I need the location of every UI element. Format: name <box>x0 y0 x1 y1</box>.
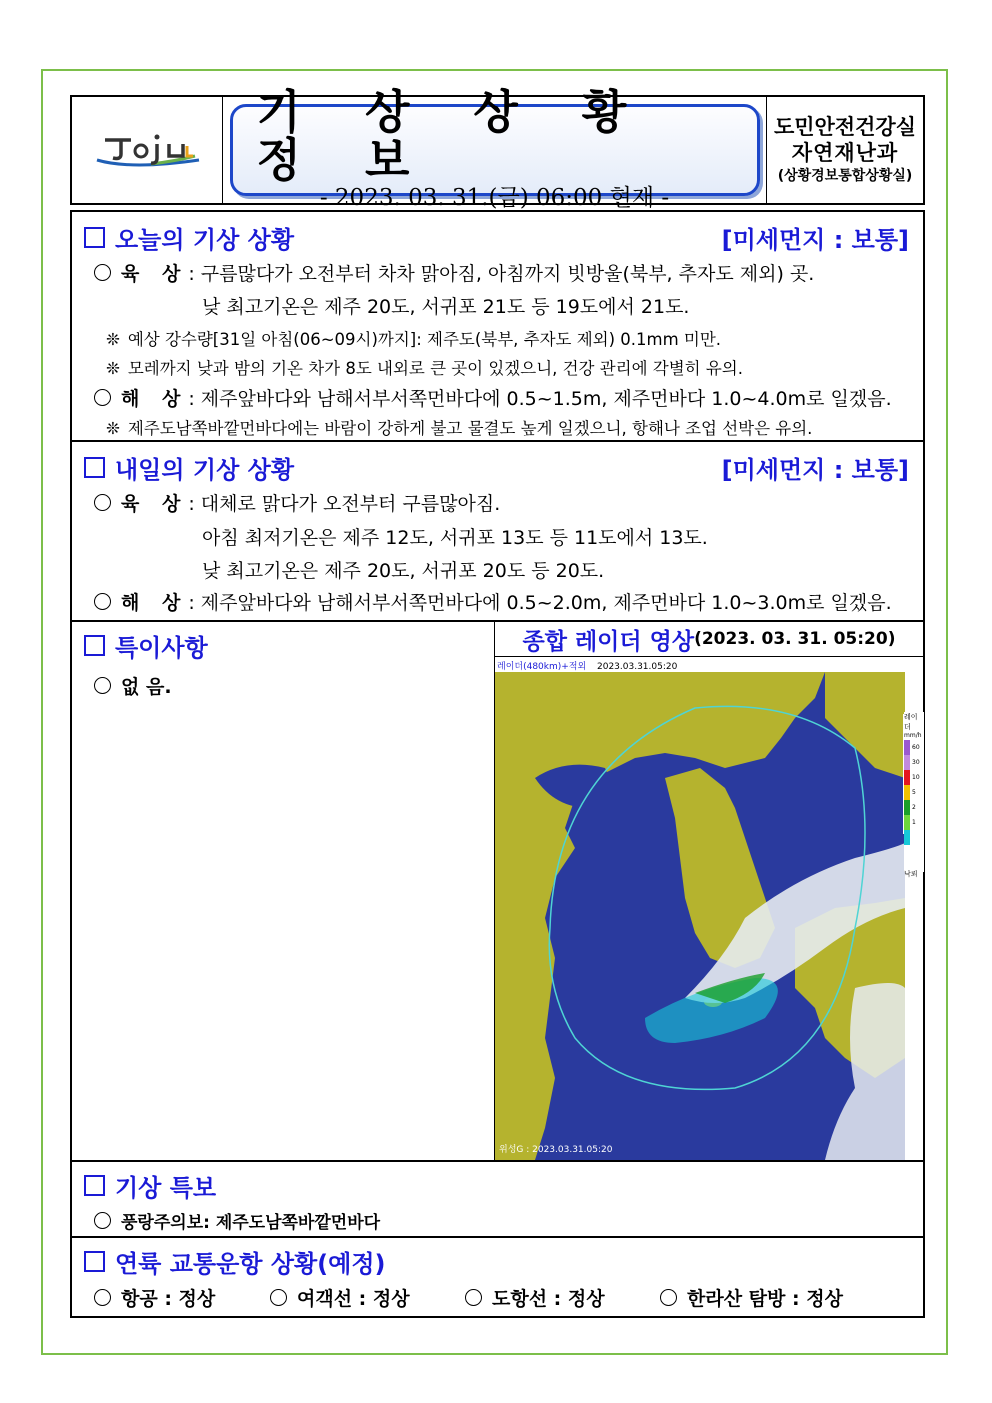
department <box>766 97 923 203</box>
circle-bullet-icon <box>94 389 111 406</box>
radar-header <box>495 622 923 657</box>
radar-title: 종합 레이더 영상 <box>522 628 695 655</box>
circle-bullet-icon <box>270 1289 287 1306</box>
checkbox-icon <box>84 635 105 656</box>
legend-item <box>904 815 924 830</box>
today-sea-text: : 제주앞바다와 남해서부서쪽먼바다에 0.5~1.5m, 제주먼바다 1.0~4.0m로 일겠음. <box>188 388 892 410</box>
dept-division: 자연재난과 <box>791 141 899 165</box>
title-box <box>230 85 760 211</box>
legend-item <box>904 830 924 845</box>
circle-bullet-icon <box>94 264 111 281</box>
circle-bullet-icon <box>660 1289 677 1306</box>
today-dust: [미세먼지 : 보통] <box>721 226 909 254</box>
legend-swatch <box>904 800 910 815</box>
tomorrow-land-text: : 대체로 맑다가 오전부터 구름많아짐. <box>188 493 501 515</box>
satellite-label: 위성G : 2023.03.31.05:20 <box>499 1145 613 1155</box>
tomorrow-dust: [미세먼지 : 보통] <box>721 456 909 484</box>
checkbox-icon <box>84 1175 105 1196</box>
note-mark-icon: ❊ <box>106 330 120 349</box>
transport-status-row <box>94 1284 843 1311</box>
dept-room: (상황경보통합상황실) <box>777 168 913 184</box>
circle-bullet-icon <box>94 1212 111 1229</box>
transport-heading <box>84 1244 386 1279</box>
tomorrow-land-line3: 낮 최고기온은 제주 20도, 서귀포 20도 등 20도. <box>202 560 605 582</box>
circle-bullet-icon <box>94 677 111 694</box>
radar-img-label: 레이더(480km)+적외 <box>497 662 587 672</box>
legend-lightning: 낙뢰 <box>904 870 918 878</box>
radar-legend-strip <box>904 712 924 878</box>
tomorrow-land-line2: 아침 최저기온은 제주 12도, 서귀포 13도 등 11도에서 13도. <box>202 527 708 549</box>
legend-items <box>904 740 924 845</box>
legend-value: 60 <box>912 744 920 751</box>
transport-item-islandferry: 도항선 : 정상 <box>492 1288 605 1310</box>
tomorrow-land-label: 육 상 <box>121 493 189 515</box>
legend-value: 10 <box>912 774 920 781</box>
legend-value: 5 <box>912 789 916 796</box>
circle-bullet-icon <box>94 593 111 610</box>
radar-image <box>495 658 905 1160</box>
jeju-logo-icon <box>91 130 203 170</box>
tomorrow-sea-text: : 제주앞바다와 남해서부서쪽먼바다에 0.5~2.0m, 제주먼바다 1.0~3.0m로 일겠음. <box>188 592 892 614</box>
today-note-temp <box>106 355 743 379</box>
circle-bullet-icon <box>465 1289 482 1306</box>
legend-item <box>904 755 924 770</box>
legend-swatch <box>904 785 910 800</box>
legend-item <box>904 740 924 755</box>
radar-img-time: 2023.03.31.05:20 <box>597 662 678 672</box>
today-note-temp-text: 모레까지 낮과 밤의 기온 차가 8도 내외로 큰 곳이 있겠으니, 건강 관리에 각별히 유의. <box>127 359 743 378</box>
legend-title: 레이더 <box>904 713 918 731</box>
transport-item-hallasan: 한라산 탐방 : 정상 <box>687 1288 843 1310</box>
today-land-line2: 낮 최고기온은 제주 20도, 서귀포 21도 등 19도에서 21도. <box>202 296 690 318</box>
circle-bullet-icon <box>94 1289 111 1306</box>
tomorrow-section <box>70 442 925 622</box>
legend-value: 2 <box>912 804 916 811</box>
radar-time: (2023. 03. 31. 05:20) <box>694 629 896 649</box>
special-heading-text: 특이사항 <box>115 634 208 662</box>
today-note-rain-text: 예상 강수량[31일 아침(06~09시)까지]: 제주도(북부, 추자도 제외) 0.1mm 미만. <box>127 330 722 349</box>
report-datetime: - 2023. 03. 31.(금) 06:00 현재 - <box>319 185 670 211</box>
tomorrow-sea-label: 해 상 <box>121 592 189 614</box>
today-note-sea-text: 제주도남쪽바깥먼바다에는 바람이 강하게 불고 물결도 높게 일겠으니, 항해나 조업 선박은 유의. <box>127 419 813 438</box>
checkbox-icon <box>84 1251 105 1272</box>
transport-item <box>270 1284 465 1311</box>
legend-swatch <box>904 755 910 770</box>
today-sea-line <box>94 384 892 411</box>
tomorrow-heading-text: 내일의 기상 상황 <box>115 456 294 484</box>
transport-heading-text: 연륙 교통운항 상황(예정) <box>115 1250 386 1278</box>
title-area <box>223 85 766 211</box>
today-note-sea <box>106 415 812 439</box>
today-sea-label: 해 상 <box>121 388 189 410</box>
transport-section <box>70 1238 925 1318</box>
checkbox-icon <box>84 457 105 478</box>
legend-unit: mm/h <box>904 732 922 739</box>
note-mark-icon: ❊ <box>106 419 120 438</box>
warning-heading-text: 기상 특보 <box>115 1174 217 1202</box>
jeju-logo <box>72 97 223 203</box>
legend-value: 30 <box>912 759 920 766</box>
today-land-line <box>94 259 814 286</box>
today-land-text: : 구름많다가 오전부터 차차 맑아짐, 아침까지 빗방울(북부, 추자도 제외) 곳. <box>188 263 815 285</box>
today-heading-text: 오늘의 기상 상황 <box>115 226 294 254</box>
legend-swatch <box>904 770 910 785</box>
transport-item <box>465 1284 660 1311</box>
legend-swatch <box>904 830 910 845</box>
legend-item <box>904 785 924 800</box>
transport-item-air: 항공 : 정상 <box>121 1288 216 1310</box>
tomorrow-heading <box>84 450 294 485</box>
warning-heading <box>84 1168 216 1203</box>
special-panel <box>72 622 495 1160</box>
transport-item-ferry: 여객선 : 정상 <box>297 1288 410 1310</box>
legend-swatch <box>904 815 910 830</box>
warning-item-text: 풍랑주의보: 제주도남쪽바깥먼바다 <box>121 1213 381 1233</box>
legend-item <box>904 800 924 815</box>
transport-item <box>94 1284 270 1311</box>
checkbox-icon <box>84 227 105 248</box>
legend-swatch <box>904 740 910 755</box>
page-title: 기 상 상 황 정 보 <box>256 85 651 187</box>
today-heading <box>84 220 294 255</box>
today-note-rain <box>106 326 721 350</box>
today-section <box>70 210 925 442</box>
note-mark-icon: ❊ <box>106 359 120 378</box>
circle-bullet-icon <box>94 494 111 511</box>
warning-section <box>70 1162 925 1238</box>
legend-value: 1 <box>912 819 916 826</box>
special-radar-section <box>70 622 925 1162</box>
dept-office: 도민안전건강실 <box>773 115 916 139</box>
tomorrow-sea-line <box>94 588 892 615</box>
special-heading <box>84 628 208 663</box>
legend-item <box>904 770 924 785</box>
header <box>70 85 925 211</box>
transport-item <box>660 1288 843 1310</box>
special-item-text: 없 음. <box>121 676 172 698</box>
special-item <box>94 672 172 699</box>
today-land-label: 육 상 <box>121 263 189 285</box>
warning-item <box>94 1208 380 1233</box>
tomorrow-land-line <box>94 489 500 516</box>
radar-map <box>495 658 905 1160</box>
